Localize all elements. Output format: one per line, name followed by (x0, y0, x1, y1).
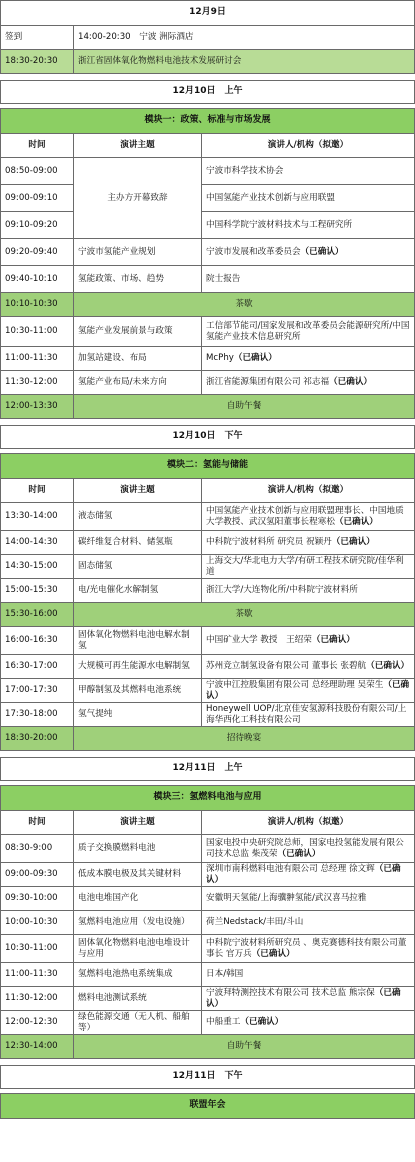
confirmed-label: （已确认） (329, 377, 373, 388)
row-time (1, 963, 73, 986)
row-topic (73, 266, 201, 292)
row-time-text: 16:00-16:30 (5, 635, 58, 646)
row-topic (73, 655, 201, 678)
row-speaker (201, 185, 414, 211)
row-speaker-text: 宁波申江控股集团有限公司 总经理助理 吴荣生（已确认） (206, 679, 410, 701)
agenda-row (0, 835, 415, 863)
agenda-row (0, 266, 415, 293)
agenda-row (0, 579, 415, 603)
row-speaker-text: McPhy（已确认） (206, 353, 277, 364)
row-time (1, 627, 73, 654)
row-speaker-text: 院士报告 (206, 273, 241, 284)
row-time (1, 655, 73, 678)
break-label (73, 1035, 414, 1058)
signin-label (1, 26, 73, 49)
agenda-row (0, 503, 415, 531)
row-speaker (201, 627, 414, 654)
row-speaker-text: 荷兰Nedstack/丰田/斗山 (206, 917, 304, 928)
break-label (73, 727, 414, 750)
row-time-text: 15:00-15:30 (5, 585, 58, 596)
row-speaker (201, 655, 414, 678)
row-time-text: 11:00-11:30 (5, 353, 58, 364)
row-speaker (201, 266, 414, 292)
column-header (0, 134, 415, 158)
col-topic (73, 134, 201, 157)
row-time (1, 185, 73, 211)
row-topic-text: 固态储氢 (78, 561, 113, 572)
row-topic (73, 347, 201, 370)
agenda-row (0, 212, 415, 239)
row-topic-text: 电/光电催化水解制氢 (78, 585, 159, 596)
row-time-text: 10:30-11:00 (5, 943, 58, 954)
session1-title-text: 12月10日 上午 (172, 86, 243, 97)
agenda-row (0, 555, 415, 579)
row-time (1, 911, 73, 934)
session3-module-title-text: 模块三：氢燃料电池与应用 (153, 792, 262, 803)
row-speaker-text: 中科院宁波材料所研究员 、奥克赛德科技有限公司董事长 官万兵（已确认） (206, 937, 407, 959)
break-time (1, 395, 73, 418)
session2-module-title (1, 454, 414, 478)
confirmed-label: （已确认） (311, 635, 355, 646)
col-speaker-text: 演讲人/机构（拟邀） (267, 140, 349, 151)
row-speaker (201, 531, 414, 554)
row-speaker-text: 苏州竞立制氢设备有限公司 董事长 张碧航（已确认） (206, 661, 410, 672)
row-time (1, 531, 73, 554)
row-topic-text: 氢燃料电池热电系统集成 (78, 969, 173, 980)
row-topic-text: 氢气提纯 (78, 709, 113, 720)
row-time (1, 158, 73, 184)
session3-module (0, 785, 415, 811)
row-time (1, 503, 73, 530)
break-time-text: 10:10-10:30 (5, 299, 58, 310)
row-time-text: 17:00-17:30 (5, 685, 58, 696)
row-speaker-text: 国家电投中央研究院总师，国家电投氢能发展有限公司技术总监 柴茂荣（已确认） (206, 837, 404, 859)
row-topic (73, 887, 201, 910)
break-time (1, 293, 73, 316)
break-label-text: 自助午餐 (226, 1041, 262, 1052)
session4-header (0, 1065, 415, 1089)
row-topic-text: 低成本膜电极及其关键材料 (78, 869, 182, 880)
session1-module-title-text: 模块一：政策、标准与市场发展 (144, 115, 271, 126)
break-row (0, 1035, 415, 1059)
row-time-text: 11:30-12:00 (5, 993, 58, 1004)
row-speaker (201, 555, 414, 578)
row-time (1, 987, 73, 1010)
col-topic-text: 演讲主题 (120, 485, 155, 496)
agenda-row (0, 371, 415, 395)
row-speaker (201, 1011, 414, 1034)
row-topic (73, 703, 201, 726)
row-speaker (201, 239, 414, 265)
seminar-time-text: 18:30-20:30 (5, 56, 58, 67)
row-topic (73, 239, 201, 265)
session4-module (0, 1093, 415, 1119)
col-speaker (201, 134, 414, 157)
row-time (1, 863, 73, 886)
row-topic-text: 质子交换膜燃料电池 (78, 843, 156, 854)
row-topic (73, 963, 201, 986)
signin-detail-text: 14:00-20:30 宁波 洲际酒店 (78, 32, 194, 43)
row-topic-text: 大规模可再生能源水电解制氢 (78, 661, 190, 672)
row-topic (73, 835, 201, 862)
row-speaker (201, 347, 414, 370)
row-topic (73, 555, 201, 578)
confirmed-label: （已确认） (233, 353, 277, 364)
row-topic-text: 碳纤维复合材料、储氢瓶 (78, 537, 173, 548)
row-speaker-text: 中科院宁波材料所 研究员 祝颖丹（已确认） (206, 537, 375, 548)
col-time (1, 811, 73, 834)
row-topic-text: 燃料电池测试系统 (78, 993, 147, 1004)
row-topic-text: 电池电堆国产化 (78, 893, 139, 904)
row-time (1, 317, 73, 346)
confirmed-label: （已确认） (251, 948, 295, 959)
row-time-text: 09:40-10:10 (5, 273, 58, 284)
row-speaker (201, 963, 414, 986)
row-topic-text: 氢能政策、市场、趋势 (78, 273, 164, 284)
confirmed-label: （已确认） (206, 987, 401, 1009)
session2-title (1, 426, 414, 448)
row-speaker-text: 中船重工（已确认） (206, 1017, 284, 1028)
break-time (1, 727, 73, 750)
row-time-text: 09:30-10:00 (5, 893, 58, 904)
confirmed-label: （已确认） (240, 1017, 284, 1028)
break-row (0, 293, 415, 317)
row-time-text: 09:20-09:40 (5, 246, 58, 257)
row-topic-text: 主办方开幕致辞 (107, 192, 168, 203)
seminar-row (0, 50, 415, 74)
seminar-title (73, 50, 414, 73)
agenda-row (0, 1011, 415, 1035)
session4-module-title (1, 1094, 414, 1118)
row-time (1, 703, 73, 726)
session3-title (1, 758, 414, 780)
row-speaker-text: 中国氢能产业技术创新与应用联盟 (206, 192, 335, 203)
agenda-row (0, 703, 415, 727)
confirmed-label: （已确认） (366, 661, 410, 672)
row-topic (73, 935, 201, 962)
break-time-text: 12:00-13:30 (5, 401, 58, 412)
break-label-text: 自助午餐 (226, 401, 262, 412)
confirmed-label: （已确认） (206, 679, 410, 701)
row-speaker (201, 987, 414, 1010)
col-time-text: 时间 (28, 817, 46, 828)
row-topic-text: 甲醇制氢及其燃料电池系统 (78, 685, 182, 696)
col-topic (73, 811, 201, 834)
row-speaker-text: 中国科学院宁波材料技术与工程研究所 (206, 219, 353, 230)
row-speaker-text: Honeywell UOP/北京佳安氢源科技股份有限公司/上海华西化工科技有限公司 (206, 703, 407, 725)
row-time (1, 579, 73, 602)
col-topic-text: 演讲主题 (120, 140, 155, 151)
row-time-text: 09:00-09:30 (5, 869, 58, 880)
day-header-title (1, 1, 414, 25)
break-label-text: 招待晚宴 (226, 733, 262, 744)
row-time (1, 835, 73, 862)
row-topic-text: 绿色能源交通（无人机、船舶等） (78, 1011, 190, 1033)
seminar-title-text: 浙江省固体氧化物燃料电池技术发展研讨会 (78, 56, 242, 67)
col-topic-text: 演讲主题 (120, 817, 155, 828)
agenda-row (0, 935, 415, 963)
row-speaker (201, 371, 414, 394)
agenda-row (0, 863, 415, 887)
session2-title-text: 12月10日 下午 (172, 431, 243, 442)
row-topic (73, 317, 201, 346)
agenda-row (0, 158, 415, 185)
row-topic-text: 宁波市氢能产业规划 (78, 246, 156, 257)
break-row (0, 603, 415, 627)
confirmed-label: （已确认） (334, 516, 378, 527)
agenda-row (0, 531, 415, 555)
agenda-row (0, 655, 415, 679)
row-topic (73, 531, 201, 554)
row-time (1, 679, 73, 702)
agenda-row (0, 239, 415, 266)
agenda-row (0, 887, 415, 911)
col-time (1, 479, 73, 502)
row-time (1, 212, 73, 238)
row-speaker-text: 深圳市南科燃料电池有限公司 总经理 徐文辉（已确认） (206, 863, 401, 885)
break-label-text: 茶歇 (235, 609, 253, 620)
signin-row (0, 26, 415, 50)
column-header (0, 479, 415, 503)
break-label (73, 293, 414, 316)
row-speaker (201, 863, 414, 886)
row-time (1, 1011, 73, 1034)
break-label-text: 茶歇 (235, 299, 253, 310)
row-speaker (201, 935, 414, 962)
row-time (1, 266, 73, 292)
col-time (1, 134, 73, 157)
row-topic-text: 固体氧化物燃料电池电解水制氢 (78, 629, 190, 651)
break-time (1, 603, 73, 626)
session4-title-text: 12月11日 下午 (172, 1071, 243, 1082)
day-header (0, 0, 415, 26)
col-time-text: 时间 (28, 485, 46, 496)
row-speaker-text: 宁波拜特测控技术有限公司 技术总监 熊宗保（已确认） (206, 987, 401, 1009)
signin-detail (73, 26, 414, 49)
row-topic (73, 579, 201, 602)
col-speaker (201, 479, 414, 502)
session3-header (0, 757, 415, 781)
break-time (1, 1035, 73, 1058)
row-time-text: 09:00-09:10 (5, 192, 58, 203)
row-topic-text: 氢能产业布局/未来方向 (78, 377, 167, 388)
session2-header (0, 425, 415, 449)
row-time-text: 16:30-17:00 (5, 661, 58, 672)
row-speaker-text: 工信部节能司/国家发展和改革委员会能源研究所/中国氢能产业技术信息研究所 (206, 320, 410, 342)
row-speaker (201, 835, 414, 862)
session1-module (0, 108, 415, 134)
row-speaker (201, 679, 414, 702)
session1-header (0, 80, 415, 104)
row-topic (73, 1011, 201, 1034)
row-speaker-text: 上海交大/华北电力大学/有研工程技术研究院/佳华利道 (206, 555, 404, 577)
break-row (0, 395, 415, 419)
agenda-row (0, 185, 415, 212)
row-speaker (201, 911, 414, 934)
row-speaker (201, 503, 414, 530)
signin-label-text: 签到 (5, 32, 23, 43)
row-speaker (201, 887, 414, 910)
row-topic (73, 158, 201, 238)
row-topic-text: 加氢站建设、布局 (78, 353, 147, 364)
row-time (1, 555, 73, 578)
row-time-text: 13:30-14:00 (5, 511, 58, 522)
row-time (1, 887, 73, 910)
break-time-text: 18:30-20:00 (5, 733, 58, 744)
row-time-text: 12:00-12:30 (5, 1017, 58, 1028)
row-topic-text: 氢燃料电池应用（发电设施） (78, 917, 190, 928)
row-time-text: 14:00-14:30 (5, 537, 58, 548)
agenda-row (0, 679, 415, 703)
row-speaker-text: 宁波市发展和改革委员会（已确认） (206, 246, 344, 257)
row-topic (73, 863, 201, 886)
row-topic (73, 911, 201, 934)
break-time-text: 12:30-14:00 (5, 1041, 58, 1052)
agenda-row (0, 963, 415, 987)
agenda-row (0, 911, 415, 935)
session4-title (1, 1066, 414, 1088)
confirmed-label: （已确认） (277, 848, 321, 859)
row-topic-text: 氢能产业发展前景与政策 (78, 326, 173, 337)
row-speaker-text: 浙江省能源集团有限公司 祁志福（已确认） (206, 377, 373, 388)
col-topic (73, 479, 201, 502)
session4-module-title-text: 联盟年会 (189, 1100, 226, 1111)
col-speaker-text: 演讲人/机构（拟邀） (267, 817, 349, 828)
session2-module-title-text: 模块二：氢能与储能 (166, 460, 248, 471)
row-topic (73, 627, 201, 654)
row-time-text: 17:30-18:00 (5, 709, 58, 720)
row-time (1, 347, 73, 370)
col-speaker-text: 演讲人/机构（拟邀） (267, 485, 349, 496)
row-topic-text: 液态储氢 (78, 511, 113, 522)
break-label (73, 603, 414, 626)
row-time-text: 14:30-15:00 (5, 561, 58, 572)
row-topic (73, 371, 201, 394)
row-speaker-text: 浙江大学/大连物化所/中科院宁波材料所 (206, 585, 358, 596)
row-time-text: 11:30-12:00 (5, 377, 58, 388)
row-time-text: 09:10-09:20 (5, 219, 58, 230)
row-speaker (201, 212, 414, 238)
session2-module (0, 453, 415, 479)
row-time (1, 371, 73, 394)
col-time-text: 时间 (28, 140, 46, 151)
row-time-text: 08:30-9:00 (5, 843, 53, 854)
agenda-row (0, 347, 415, 371)
confirmed-label: （已确认） (300, 246, 344, 257)
row-topic (73, 987, 201, 1010)
session3-module-title (1, 786, 414, 810)
agenda-row (0, 627, 415, 655)
row-time-text: 10:00-10:30 (5, 917, 58, 928)
row-time-text: 08:50-09:00 (5, 165, 58, 176)
row-speaker-text: 中国矿业大学 教授 王绍荣（已确认） (206, 635, 355, 646)
row-speaker (201, 703, 414, 726)
row-speaker-text: 宁波市科学技术协会 (206, 165, 284, 176)
row-topic (73, 679, 201, 702)
break-row (0, 727, 415, 751)
row-topic-text: 固体氧化物燃料电池电堆设计与应用 (78, 937, 190, 959)
row-speaker (201, 317, 414, 346)
row-speaker-text: 日本/韩国 (206, 969, 244, 980)
row-time-text: 10:30-11:00 (5, 326, 58, 337)
agenda-row (0, 317, 415, 347)
row-time (1, 239, 73, 265)
row-topic (73, 503, 201, 530)
column-header (0, 811, 415, 835)
confirmed-label: （已确认） (206, 863, 401, 885)
seminar-time (1, 50, 73, 73)
break-time-text: 15:30-16:00 (5, 609, 58, 620)
row-speaker-text: 中国氢能产业技术创新与应用联盟理事长、中国地质大学教授、武汉氢阳董事长程寒松（已确认） (206, 505, 404, 527)
day-header-title-text: 12月9日 (189, 7, 226, 18)
agenda-row (0, 987, 415, 1011)
row-time (1, 935, 73, 962)
row-speaker (201, 158, 414, 184)
break-label (73, 395, 414, 418)
session3-title-text: 12月11日 上午 (172, 763, 243, 774)
col-speaker (201, 811, 414, 834)
confirmed-label: （已确认） (331, 537, 375, 548)
session1-title (1, 81, 414, 103)
row-speaker-text: 安徽明天氢能/上海骥翀氢能/武汉喜马拉雅 (206, 893, 367, 904)
session1-module-title (1, 109, 414, 133)
row-speaker (201, 579, 414, 602)
row-time-text: 11:00-11:30 (5, 969, 58, 980)
